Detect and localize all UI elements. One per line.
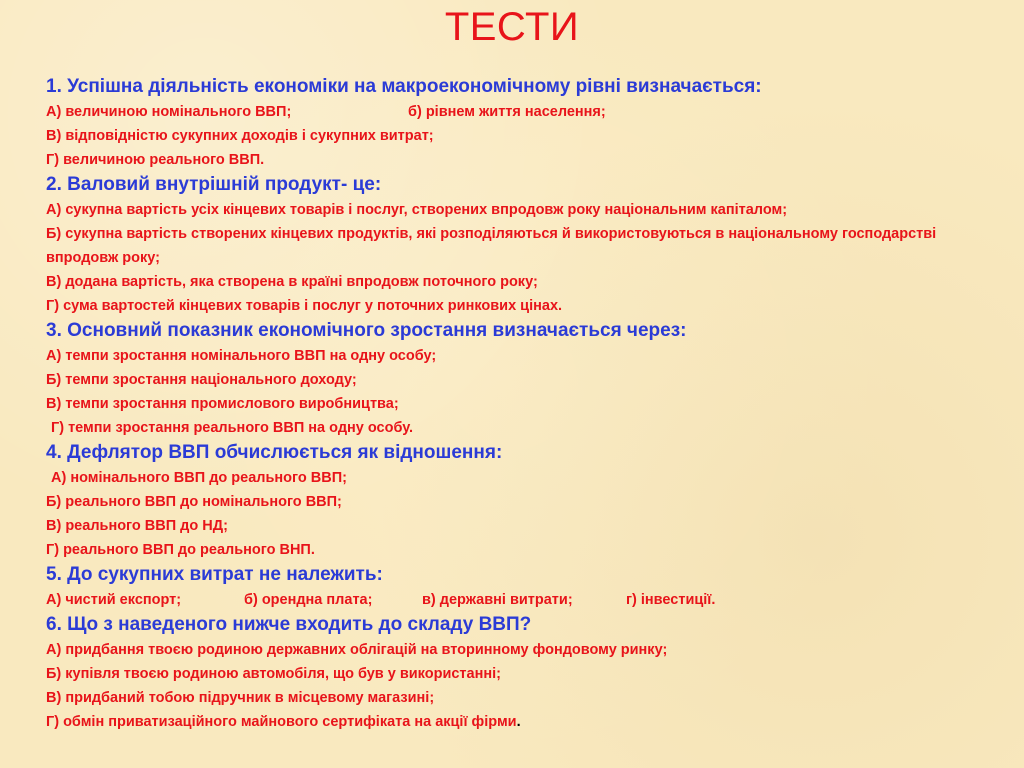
answer-2-c: В) додана вартість, яка створена в країні впродовж поточного року; bbox=[46, 274, 538, 290]
answer-6-c: В) придбаний тобою підручник в місцевому магазині; bbox=[46, 690, 435, 706]
answer-row-5 bbox=[46, 588, 996, 612]
answer-3-c: В) темпи зростання промислового виробництва; bbox=[46, 396, 399, 412]
answer-2-a: А) сукупна вартість усіх кінцевих товарів і послуг, створених впродовж року національним капіталом; bbox=[46, 202, 788, 218]
answer-6-b: Б) купівля твоєю родиною автомобіля, що був у використанні; bbox=[46, 666, 501, 682]
answer-5-b: б) орендна плата; bbox=[244, 592, 373, 608]
question-2: 2. Валовий внутрішній продукт- це: bbox=[46, 174, 382, 195]
test-content bbox=[46, 74, 996, 734]
answer-1-d: Г) величиною реального ВВП. bbox=[46, 152, 265, 168]
answer-5-a: А) чистий експорт; bbox=[46, 592, 182, 608]
answer-3-d: Г) темпи зростання реального ВВП на одну особу. bbox=[51, 420, 414, 436]
answer-6-d: Г) обмін приватизаційного майнового сертифіката на акції фірми bbox=[46, 714, 517, 730]
final-period: . bbox=[516, 714, 521, 730]
answer-1-a: А) величиною номінального ВВП; bbox=[46, 104, 292, 120]
answer-1-c: В) відповідністю сукупних доходів і сукупних витрат; bbox=[46, 128, 434, 144]
answer-2-b: Б) сукупна вартість створених кінцевих продуктів, які розподіляються й використовуються в національному господарстві впродовж року; bbox=[46, 226, 937, 266]
answer-row-1-ab bbox=[46, 100, 996, 124]
answer-3-b: Б) темпи зростання національного доходу; bbox=[46, 372, 357, 388]
answer-4-b: Б) реального ВВП до номінального ВВП; bbox=[46, 494, 342, 510]
answer-2-d: Г) сума вартостей кінцевих товарів і послуг у поточних ринкових цінах. bbox=[46, 298, 563, 314]
answer-3-a: А) темпи зростання номінального ВВП на одну особу; bbox=[46, 348, 437, 364]
answer-4-c: В) реального ВВП до НД; bbox=[46, 518, 228, 534]
answer-6-d-row bbox=[46, 710, 996, 734]
answer-4-d: Г) реального ВВП до реального ВНП. bbox=[46, 542, 315, 558]
answer-6-a: А) придбання твоєю родиною державних облігацій на вторинному фондовому ринку; bbox=[46, 642, 668, 658]
slide-title: ТЕСТИ bbox=[444, 5, 580, 49]
question-4: 4. Дефлятор ВВП обчислюється як відношення: bbox=[46, 442, 503, 463]
question-3: 3. Основний показник економічного зростання визначається через: bbox=[46, 320, 687, 341]
answer-1-b: б) рівнем життя населення; bbox=[408, 104, 606, 120]
answer-4-a: А) номінального ВВП до реального ВВП; bbox=[51, 470, 347, 486]
answer-5-d: г) інвестиції. bbox=[626, 592, 716, 608]
question-1: 1. Успішна діяльність економіки на макроекономічному рівні визначається: bbox=[46, 76, 762, 97]
answer-5-c: в) державні витрати; bbox=[422, 592, 573, 608]
question-6: 6. Що з наведеного нижче входить до складу ВВП? bbox=[46, 614, 532, 635]
question-5: 5. До сукупних витрат не належить: bbox=[46, 564, 383, 585]
